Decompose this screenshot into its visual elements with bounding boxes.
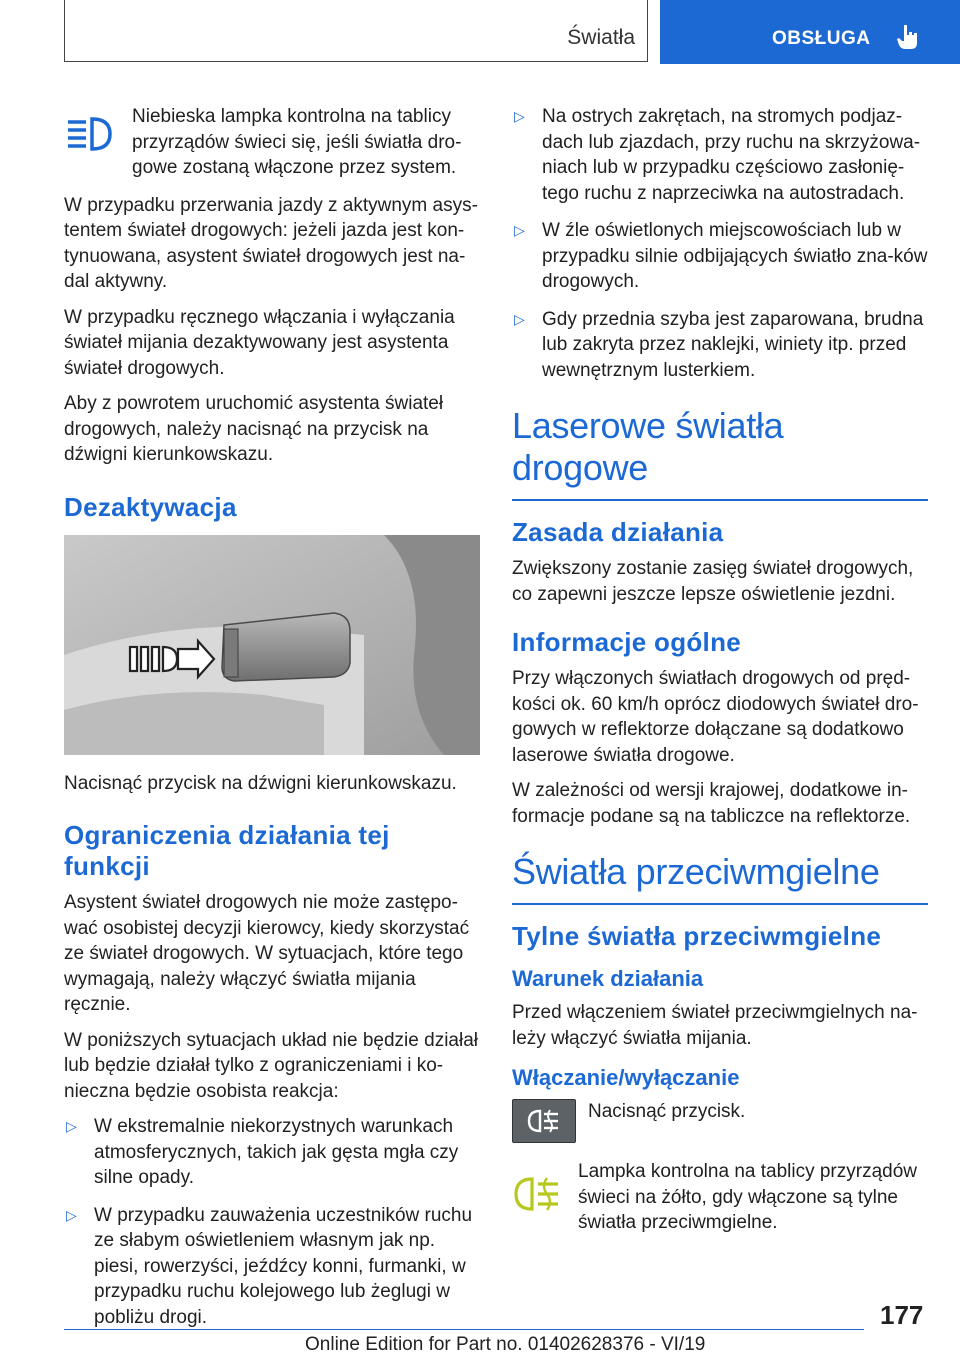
paragraph: W przypadku ręcznego włączania i wyłączania świateł mijania dezaktywowany jest asystenta świateł drogowych. xyxy=(64,306,455,379)
high-beam-indicator-icon xyxy=(64,104,132,159)
header-section-title: Światła xyxy=(567,26,635,49)
list-item: ▷ Na ostrych zakrętach, na stromych podjaz-dach lub zjazdach, przy ruchu na skrzyżowa-niach lub w przypadku częściowo zasłonię-tego ruchu z naprzeciwka na autostradach. xyxy=(514,106,921,204)
pointing-hand-icon xyxy=(896,24,918,55)
paragraph: Przy włączonych światłach drogowych od pręd-kości ok. 60 km/h oprócz diodowych świateł dro-gowych w reflektorze dołączane są dodatkowo laserowe światła drogowe. xyxy=(512,668,919,766)
heading-deactivation: Dezaktywacja xyxy=(64,491,237,522)
paragraph: W przypadku przerwania jazdy z aktywnym asys-tentem świateł drogowych: jeżeli jazda jest kon-tynuowana, asystent świateł drogowych jest na-dal aktywny. xyxy=(64,194,478,292)
bullet-triangle-icon: ▷ xyxy=(514,222,525,238)
heading-limitations: Ograniczenia działania tej funkcji xyxy=(64,820,390,881)
limitations-list xyxy=(64,1114,480,1330)
list-item: ▷ W przypadku zauważenia uczestników ruchu ze słabym oświetleniem własnym jak np. piesi, rowerzyści, jeźdźcy konni, furmanki, w przypadku ruchu kolejowego lub żeglugi w pobliżu drogi. xyxy=(66,1204,473,1328)
bullet-triangle-icon: ▷ xyxy=(514,310,525,327)
heading-laser-high-beams: Laserowe światła drogowe xyxy=(512,405,928,501)
paragraph: Asystent świateł drogowych nie może zastępo-wać osobistej decyzji kierowcy, kiedy skorzystać ze świateł drogowych. W sytuacjach, które tego wymagają, należy włączyć światła mijania ręcznie. xyxy=(64,892,470,1015)
paragraph: Aby z powrotem uruchomić asystenta świateł drogowych, należy nacisnąć na przycisk na dźwigni kierunkowskazu. xyxy=(64,393,444,465)
paragraph: W zależności od wersji krajowej, dodatkowe in-formacje podane są na tabliczce na reflektorze. xyxy=(512,780,911,827)
paragraph: W poniższych sytuacjach układ nie będzie działał lub będzie działał tylko z ograniczeniami i ko-nieczna będzie osobista reakcja: xyxy=(64,1029,478,1102)
header-chapter-tab[interactable] xyxy=(660,0,960,64)
heading-fog-lights: Światła przeciwmgielne xyxy=(512,851,928,905)
heading-operating-condition: Warunek działania xyxy=(512,966,704,991)
image-caption: Nacisnąć przycisk na dźwigni kierunkowskazu. xyxy=(64,772,457,794)
header-chapter-title: OBSŁUGA xyxy=(772,28,871,49)
turn-signal-lever-image xyxy=(64,535,480,755)
fog-light-button-instruction xyxy=(512,1099,928,1143)
list-item: ▷ W źle oświetlonych miejscowościach lub w przypadku silnie odbijających światło zna-ków drogowych. xyxy=(514,220,928,292)
heading-principle: Zasada działania xyxy=(512,517,724,547)
list-item: ▷ W ekstremalnie niekorzystnych warunkach atmosferycznych, takich jak gęsta mgła czy silne opady. xyxy=(66,1116,459,1188)
rear-fog-light-button-icon xyxy=(512,1099,576,1143)
list-item: ▷ Gdy przednia szyba jest zaparowana, brudna lub zakryta przez naklejki, winiety itp. przed wewnętrznym lusterkiem. xyxy=(514,308,924,381)
fog-indicator-note xyxy=(512,1159,928,1236)
heading-general-info: Informacje ogólne xyxy=(512,627,742,657)
footer-edition-text: Online Edition for Part no. 01402628376 - VI/19 xyxy=(305,1334,706,1355)
right-column xyxy=(512,104,928,1236)
high-beam-note-text: Niebieska lampka kontrolna na tablicy przyrządów świeci się, jeśli światła dro-gowe zostaną włączone przez system. xyxy=(132,106,462,178)
paragraph: Przed włączeniem świateł przeciwmgielnych na-leży włączyć światła mijania. xyxy=(512,1002,918,1049)
paragraph: Zwiększony zostanie zasięg świateł drogowych, co zapewni jeszcze lepsze oświetlenie jezdni. xyxy=(512,558,914,605)
high-beam-indicator-note xyxy=(64,104,480,181)
left-column xyxy=(64,104,480,1342)
heading-rear-fog-lights: Tylne światła przeciwmgielne xyxy=(512,921,882,951)
fog-indicator-text: Lampka kontrolna na tablicy przyrządów świeci na żółto, gdy włączone są tylne światła przeciwmgielne. xyxy=(578,1161,918,1233)
footer-divider xyxy=(64,1329,864,1330)
limitations-list-continued xyxy=(512,104,928,383)
page-number: 177 xyxy=(880,1300,924,1330)
heading-switch-on-off: Włączanie/wyłączanie xyxy=(512,1065,740,1090)
header-section-box xyxy=(64,0,648,62)
rear-fog-indicator-icon xyxy=(512,1159,578,1218)
bullet-triangle-icon: ▷ xyxy=(514,108,525,124)
bullet-triangle-icon: ▷ xyxy=(66,1206,77,1223)
bullet-triangle-icon: ▷ xyxy=(66,1118,77,1134)
press-button-text: Nacisnąć przycisk. xyxy=(588,1101,746,1122)
